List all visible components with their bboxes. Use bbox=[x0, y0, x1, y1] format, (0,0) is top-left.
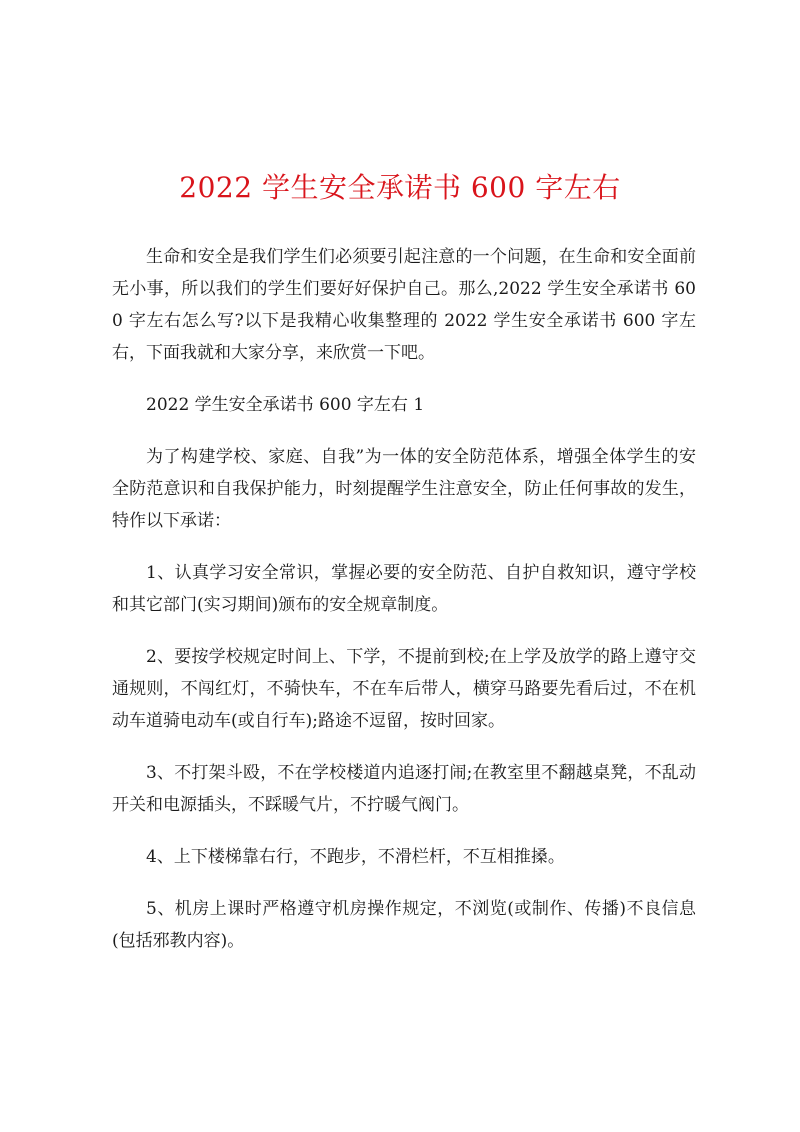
pledge-item-4: 4、上下楼梯靠右行，不跑步，不滑栏杆，不互相推搡。 bbox=[146, 847, 565, 867]
pledge-item-1: 1、认真学习安全常识，掌握必要的安全防范、自护自救知识，遵守学校和其它部门(实习期间)颁布的安全规章制度。 bbox=[112, 563, 696, 615]
pledge-item-5: 5、机房上课时严格遵守机房操作规定，不浏览(或制作、传播)不良信息(包括邪教内容)。 bbox=[112, 899, 696, 951]
preamble-paragraph: 为了构建学校、家庭、自我”为一体的安全防范体系，增强全体学生的安全防范意识和自我保护能力，时刻提醒学生注意安全，防止任何事故的发生，特作以下承诺： bbox=[112, 447, 696, 531]
pledge-item-3: 3、不打架斗殴，不在学校楼道内追逐打闹;在教室里不翻越桌凳，不乱动开关和电源插头，不踩暖气片，不拧暖气阀门。 bbox=[112, 763, 696, 815]
intro-paragraph: 生命和安全是我们学生们必须要引起注意的一个问题，在生命和安全面前无小事，所以我们的学生们要好好保护自己。那么,2022 学生安全承诺书 600 字左右怎么写?以下是我精心收集整理的 2022 学生安全承诺书 600 字左右，下面我就和大家分享，来欣赏一下吧。 bbox=[112, 247, 696, 363]
document-title: 2022 学生安全承诺书 600 字左右 bbox=[179, 171, 621, 204]
section-heading: 2022 学生安全承诺书 600 字左右 1 bbox=[146, 395, 425, 415]
document-body bbox=[112, 241, 696, 977]
pledge-item-2: 2、要按学校规定时间上、下学，不提前到校;在上学及放学的路上遵守交通规则，不闯红灯，不骑快车，不在车后带人，横穿马路要先看后过，不在机动车道骑电动车(或自行车);路途不逗留，按时回家。 bbox=[112, 647, 696, 731]
